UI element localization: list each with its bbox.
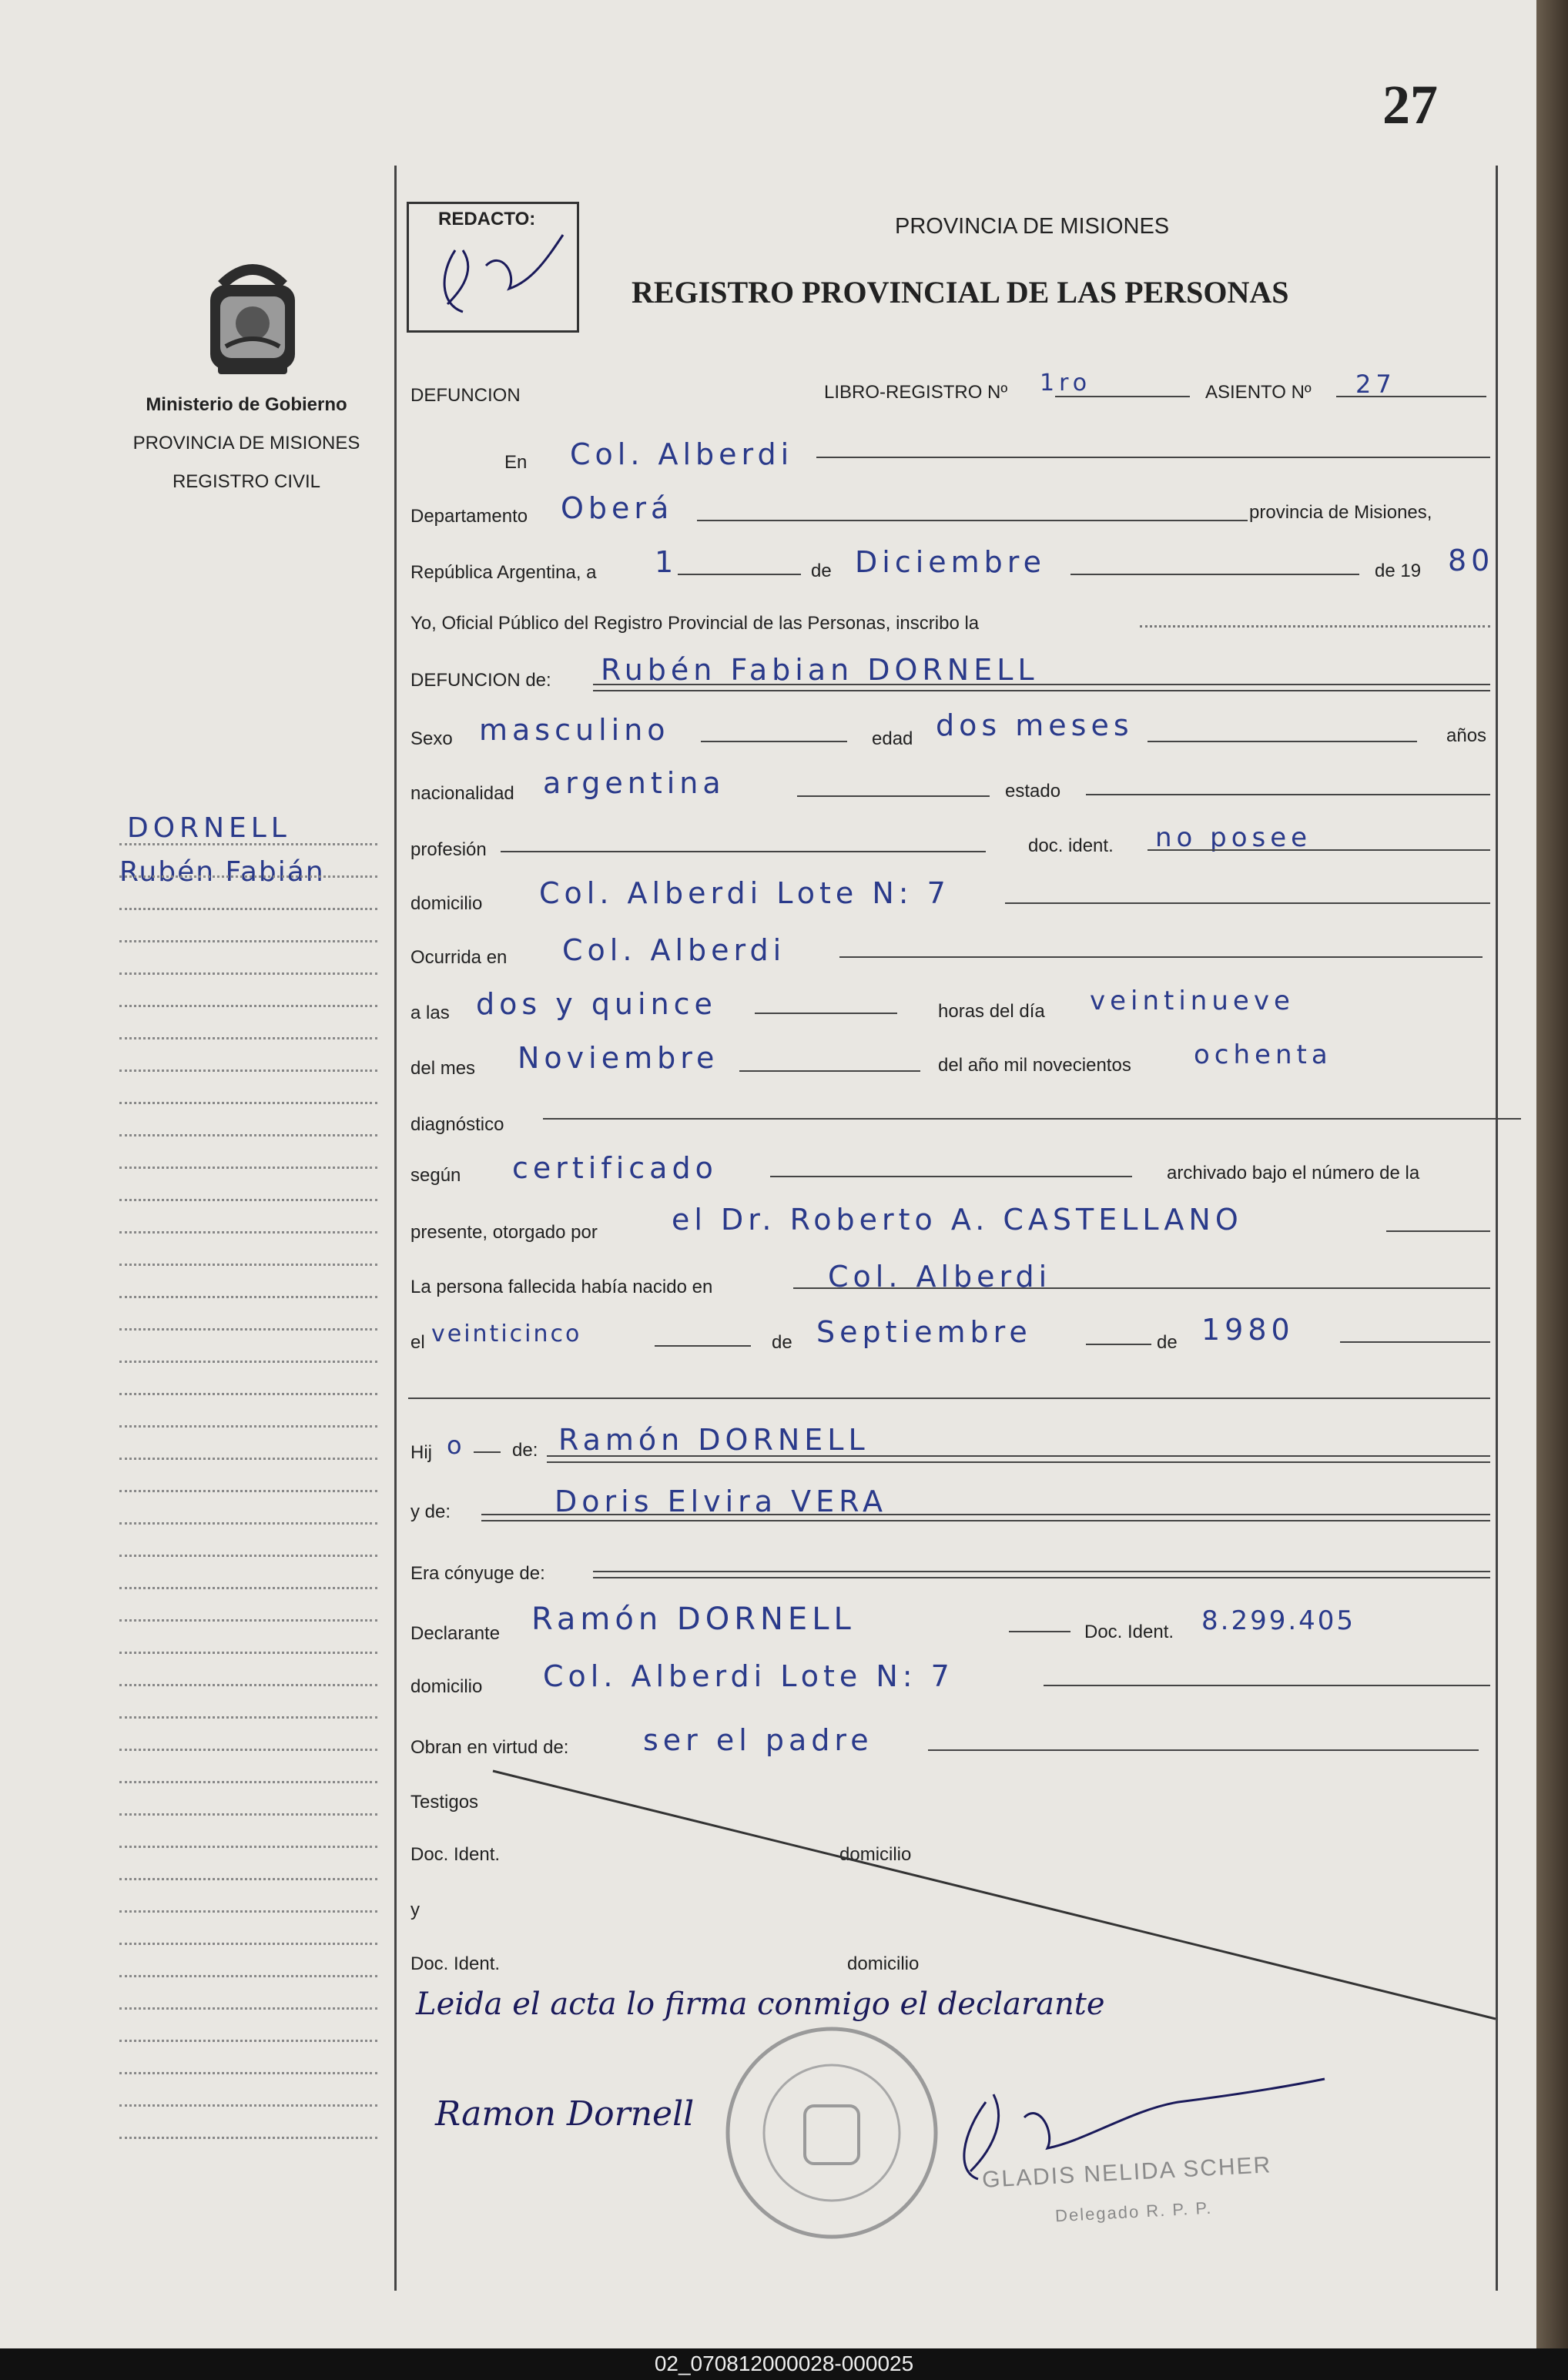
label-doc-ident-t2: Doc. Ident. xyxy=(410,1953,501,1974)
label-defuncion-de: DEFUNCION de: xyxy=(410,670,551,691)
value-padre: Ramón DORNELL xyxy=(558,1423,869,1457)
label-domicilio-t2: domicilio xyxy=(847,1953,920,1974)
value-declarante-doc: 8.299.405 xyxy=(1201,1605,1356,1636)
value-hijo-suffix: o xyxy=(447,1431,467,1460)
label-conyuge: Era cónyuge de: xyxy=(410,1563,545,1584)
label-hij: Hij xyxy=(410,1442,432,1463)
label-libro: LIBRO-REGISTRO Nº xyxy=(824,382,1008,403)
label-de-nac: de xyxy=(772,1332,792,1353)
value-lugar: Col. Alberdi xyxy=(570,437,794,471)
value-madre: Doris Elvira VERA xyxy=(554,1485,888,1518)
value-doc-ident: no posee xyxy=(1155,822,1312,853)
value-dia: 1 xyxy=(655,545,678,579)
value-nombre: Rubén Fabian DORNELL xyxy=(601,653,1039,687)
value-declarante-domicilio: Col. Alberdi Lote N: 7 xyxy=(543,1659,954,1693)
label-provincia: provincia de Misiones, xyxy=(1249,502,1432,523)
label-nacionalidad: nacionalidad xyxy=(410,783,514,804)
value-obran: ser el padre xyxy=(643,1723,873,1757)
label-doc-ident: doc. ident. xyxy=(1028,835,1114,856)
ministry-name: Ministerio de Gobierno xyxy=(146,394,347,415)
official-title: Delegado R. P. P. xyxy=(1054,2198,1213,2226)
label-domicilio: domicilio xyxy=(410,893,483,914)
label-doc-ident-decl: Doc. Ident. xyxy=(1084,1622,1174,1642)
value-ano: 80 xyxy=(1448,544,1495,577)
value-mes: Diciembre xyxy=(855,545,1046,579)
label-anos: años xyxy=(1446,725,1487,746)
value-nac-dia: veinticinco xyxy=(431,1321,582,1347)
redacto-label: REDACTO: xyxy=(438,209,536,229)
province-header: PROVINCIA DE MISIONES xyxy=(895,214,1170,239)
label-archivado: archivado bajo el número de la xyxy=(1167,1163,1420,1183)
label-domicilio-decl: domicilio xyxy=(410,1676,483,1697)
official-name: GLADIS NELIDA SCHER xyxy=(981,2152,1273,2193)
declarante-signature: Ramon Dornell xyxy=(435,2094,695,2134)
label-ocurrida: Ocurrida en xyxy=(410,947,508,968)
label-en: En xyxy=(504,452,528,473)
margin-surname: DORNELL xyxy=(127,812,291,844)
label-del-ano: del año mil novecientos xyxy=(938,1055,1131,1076)
label-y-de: y de: xyxy=(410,1501,451,1522)
value-ano-muerte: ochenta xyxy=(1194,1039,1332,1070)
label-asiento: ASIENTO Nº xyxy=(1205,382,1312,403)
label-declarante: Declarante xyxy=(410,1623,501,1644)
value-hora: dos y quince xyxy=(476,987,717,1021)
value-nacionalidad: argentina xyxy=(543,766,725,800)
label-estado: estado xyxy=(1005,781,1061,802)
label-republica: República Argentina, a xyxy=(410,562,597,583)
label-segun: según xyxy=(410,1165,461,1186)
label-nacido: La persona fallecida había nacido en xyxy=(410,1277,713,1297)
value-nac-ano: 1980 xyxy=(1201,1313,1295,1347)
value-dia-muerte: veintinueve xyxy=(1090,986,1295,1016)
value-asiento: 27 xyxy=(1355,370,1396,399)
label-testigos: Testigos xyxy=(410,1792,479,1813)
value-mes-muerte: Noviembre xyxy=(518,1041,719,1075)
label-profesion: profesión xyxy=(410,839,487,860)
image-caption: 02_070812000028-000025 xyxy=(654,2352,914,2375)
label-de19: de 19 xyxy=(1375,561,1422,581)
value-edad: dos meses xyxy=(936,708,1134,742)
label-y: y xyxy=(410,1900,420,1920)
ministry-province: PROVINCIA DE MISIONES xyxy=(132,433,360,454)
label-horas: horas del día xyxy=(938,1001,1045,1022)
value-declarante: Ramón DORNELL xyxy=(531,1602,856,1637)
label-el: el xyxy=(410,1332,425,1353)
value-libro: 1ro xyxy=(1040,370,1092,397)
value-domicilio: Col. Alberdi Lote N: 7 xyxy=(539,876,950,910)
label-domicilio-t1: domicilio xyxy=(839,1844,912,1865)
label-de-nac2: de xyxy=(1157,1332,1178,1353)
label-sexo: Sexo xyxy=(410,728,453,749)
value-nacido-en: Col. Alberdi xyxy=(828,1260,1052,1294)
label-a-las: a las xyxy=(410,1003,450,1023)
official-seal-icon xyxy=(716,2017,947,2248)
label-de-padre: de: xyxy=(512,1440,538,1461)
value-otorgado: el Dr. Roberto A. CASTELLANO xyxy=(672,1203,1243,1237)
registry-title: REGISTRO PROVINCIAL DE LAS PERSONAS xyxy=(632,275,1289,310)
label-doc-ident-t1: Doc. Ident. xyxy=(410,1844,501,1865)
value-ocurrida: Col. Alberdi xyxy=(562,933,786,967)
value-segun: certificado xyxy=(512,1151,718,1185)
civil-registry: REGISTRO CIVIL xyxy=(172,471,321,492)
label-de: de xyxy=(811,561,832,581)
label-edad: edad xyxy=(872,728,913,749)
label-departamento: Departamento xyxy=(410,506,528,527)
label-diagnostico: diagnóstico xyxy=(410,1114,504,1135)
value-nac-mes: Septiembre xyxy=(816,1315,1032,1349)
margin-given-names: Rubén Fabián xyxy=(119,856,325,888)
label-obran: Obran en virtud de: xyxy=(410,1737,569,1758)
page-number: 27 xyxy=(1382,74,1438,136)
value-sexo: masculino xyxy=(479,713,670,747)
label-yo: Yo, Oficial Público del Registro Provincial de las Personas, inscribo la xyxy=(410,613,980,634)
label-del-mes: del mes xyxy=(410,1058,476,1079)
label-defuncion: DEFUNCION xyxy=(410,385,521,406)
label-presente: presente, otorgado por xyxy=(410,1222,598,1243)
value-departamento: Oberá xyxy=(561,491,674,525)
leida-text: Leida el acta lo firma conmigo el declarante xyxy=(416,1987,1105,2022)
